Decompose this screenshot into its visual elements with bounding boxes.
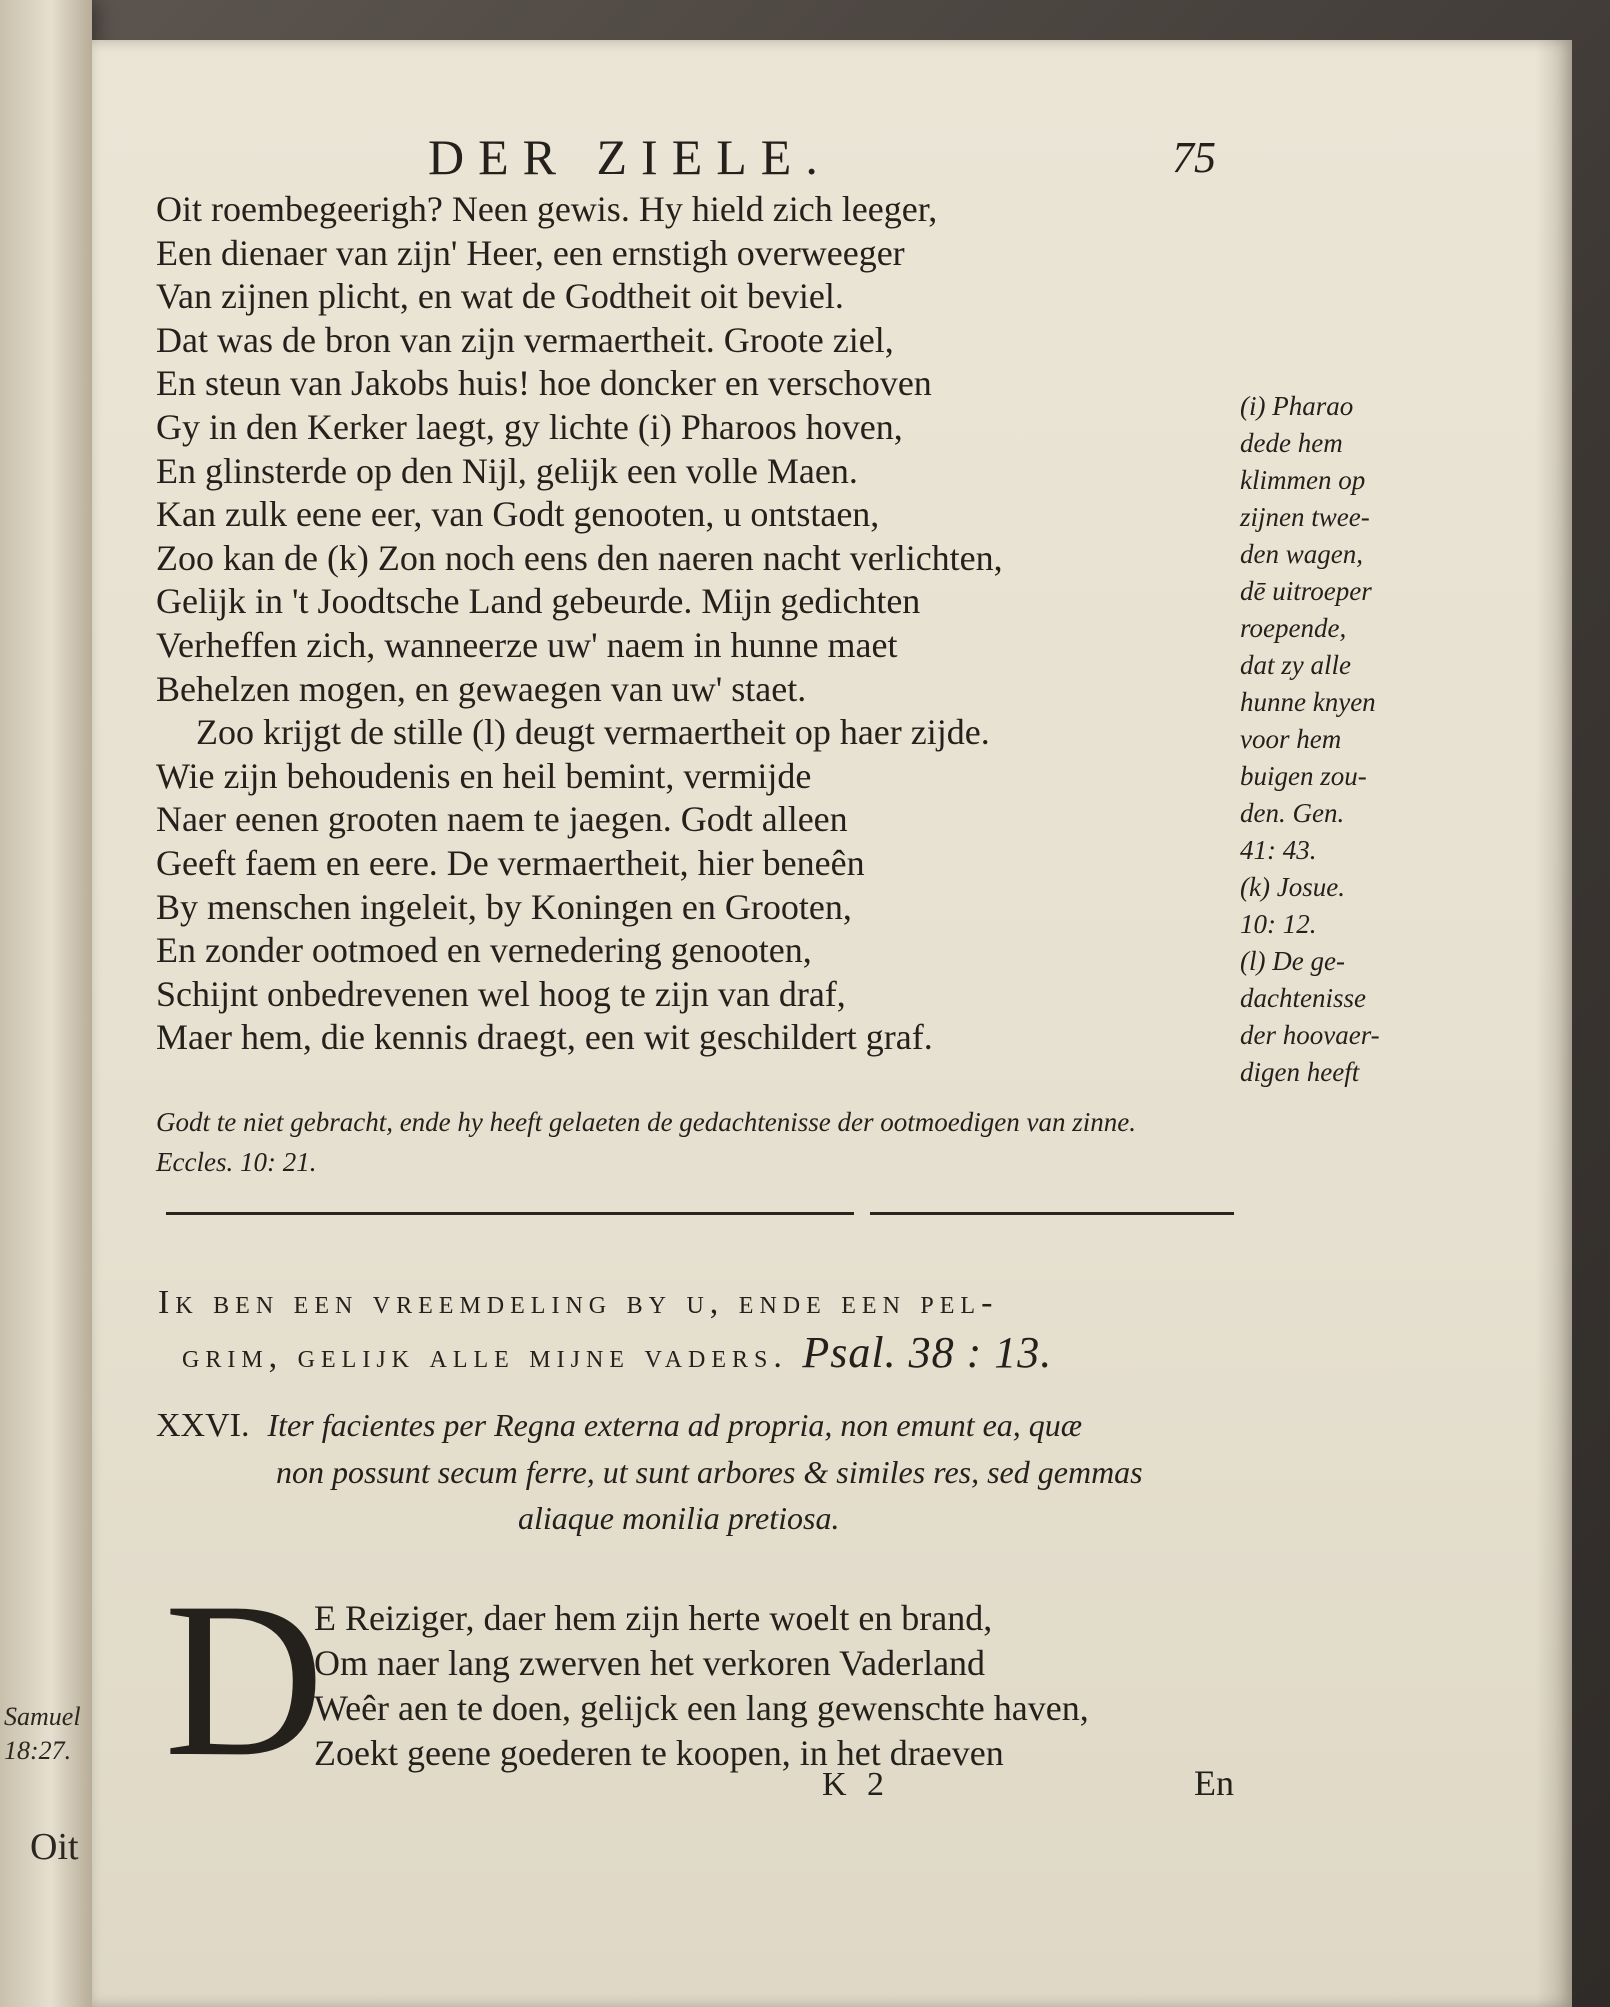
emblem-heading <box>158 1278 1358 1382</box>
marginal-note-line: hunne knyen <box>1240 687 1376 717</box>
verse-line: Zoo kan de (k) Zon noch eens den naeren nacht verlichten, <box>156 537 1003 578</box>
marginal-note-line: buigen zou- <box>1240 761 1367 791</box>
verse-line: Gelijk in 't Joodtsche Land gebeurde. Mijn gedichten <box>156 581 921 622</box>
marginal-note-line: voor hem <box>1240 724 1342 754</box>
marginal-note-line: 10: 12. <box>1240 909 1317 939</box>
verse-line: Naer eenen grooten naem te jaegen. Godt alleen <box>156 799 848 840</box>
poem-line: Zoekt geene goederen te koopen, in het draeven <box>314 1733 1004 1773</box>
marginal-note-line: dede hem <box>1240 428 1343 458</box>
verse-line: Zoo krijgt de stille (l) deugt vermaertheit op haer zijde. <box>196 712 990 753</box>
heading-reference: Psal. 38 : 13. <box>802 1328 1053 1377</box>
left-margin-note-line: 18:27. <box>4 1736 72 1765</box>
verse-line: En zonder ootmoed en vernedering genooten, <box>156 930 812 971</box>
verse-line: Van zijnen plicht, en wat de Godtheit oit beviel. <box>156 276 844 317</box>
footnote-line: Eccles. 10: 21. <box>156 1147 317 1177</box>
verse-line: Oit roembegeerigh? Neen gewis. Hy hield zich leeger, <box>156 189 938 229</box>
verse-line: Kan zulk eene eer, van Godt genooten, u ontstaen, <box>156 494 880 535</box>
section-rule-left <box>166 1212 854 1215</box>
verse-line: Wie zijn behoudenis en heil bemint, vermijde <box>156 755 812 796</box>
motto-line-3: aliaque monilia pretiosa. <box>518 1500 840 1536</box>
footnote-continuation <box>156 1102 1446 1182</box>
footnote-line: Godt te niet gebracht, ende hy heeft gelaeten de gedachtenisse der ootmoedigen van zinne. <box>156 1107 1136 1137</box>
latin-motto <box>156 1402 1276 1541</box>
verse-line: Behelzen mogen, en gewaegen van uw' staet. <box>156 668 807 709</box>
verse-line: Een dienaer van zijn' Heer, een ernstigh overweeger <box>156 232 905 273</box>
verse-line: Dat was de bron van zijn vermaertheit. Groote ziel, <box>156 319 894 360</box>
marginal-note-line: 41: 43. <box>1240 835 1317 865</box>
heading-line-2-wrap <box>158 1328 1358 1382</box>
page-number: 75 <box>1172 133 1216 182</box>
verse-line: Gy in den Kerker laegt, gy lichte (i) Pharoos hoven, <box>156 406 903 447</box>
poem-line: Om naer lang zwerven het verkoren Vaderland <box>314 1643 986 1683</box>
marginal-note-line: (l) De ge- <box>1240 946 1345 976</box>
verse-line: Schijnt onbedrevenen wel hoog te zijn van draf, <box>156 973 846 1014</box>
marginal-note-line: dē uitroeper <box>1240 576 1372 606</box>
marginal-note-line: den wagen, <box>1240 539 1363 569</box>
book-page <box>92 40 1572 2007</box>
page-edge-shadow <box>1536 40 1572 2007</box>
marginal-note-line: den. Gen. <box>1240 798 1345 828</box>
marginal-note-line: roepende, <box>1240 613 1347 643</box>
catchword: En <box>1194 1763 1234 1803</box>
left-page-catchword: Oit <box>30 1826 79 1868</box>
verse-line: Geeft faem en eere. De vermaertheit, hier beneên <box>156 842 865 883</box>
marginal-note-line: (i) Pharao <box>1240 391 1354 421</box>
poem-line: Weêr aen te doen, gelijck een lang gewenschte haven, <box>314 1688 1089 1728</box>
emblem-number: XXVI. <box>156 1407 250 1444</box>
running-head: DER ZIELE. <box>428 129 832 185</box>
verse-line: En glinsterde op den Nijl, gelijk een volle Maen. <box>156 450 858 491</box>
signature-mark: K 2 <box>822 1766 891 1803</box>
marginal-note-line: digen heeft <box>1240 1057 1360 1087</box>
motto-line-2: non possunt secum ferre, ut sunt arbores & similes res, sed gemmas <box>276 1454 1143 1490</box>
marginal-note <box>1240 388 1450 1091</box>
poem-block <box>314 1596 1274 1776</box>
left-margin-note-line: Samuel <box>4 1702 81 1731</box>
verse-line: Verheffen zich, wanneerze uw' naem in hunne maet <box>156 624 898 665</box>
verse-block <box>156 188 1216 1060</box>
marginal-note-line: klimmen op <box>1240 465 1366 495</box>
marginal-note-line: zijnen twee- <box>1240 502 1370 532</box>
marginal-note-line: dat zy alle <box>1240 650 1351 680</box>
left-page-edge <box>0 0 92 2007</box>
drop-cap-letter: D <box>164 1557 325 1803</box>
poem-line: E Reiziger, daer hem zijn herte woelt en brand, <box>314 1598 993 1638</box>
verse-line: By menschen ingeleit, by Koningen en Grooten, <box>156 886 852 927</box>
section-rule-right <box>870 1212 1234 1215</box>
marginal-note-line: der hoovaer- <box>1240 1020 1380 1050</box>
verse-line: En steun van Jakobs huis! hoe doncker en verschoven <box>156 363 932 404</box>
verse-line: Maer hem, die kennis draegt, een wit geschildert graf. <box>156 1017 933 1058</box>
marginal-note-line: (k) Josue. <box>1240 872 1345 902</box>
marginal-note-line: dachtenisse <box>1240 983 1366 1013</box>
motto-line-1: Iter facientes per Regna externa ad propria, non emunt ea, quæ <box>267 1407 1083 1443</box>
left-margin-note <box>4 1700 84 1768</box>
heading-line-1: Ik ben een vreemdeling by u, ende een pel- <box>158 1284 999 1321</box>
heading-line-2: grim, gelijk alle mijne vaders. <box>182 1338 788 1375</box>
